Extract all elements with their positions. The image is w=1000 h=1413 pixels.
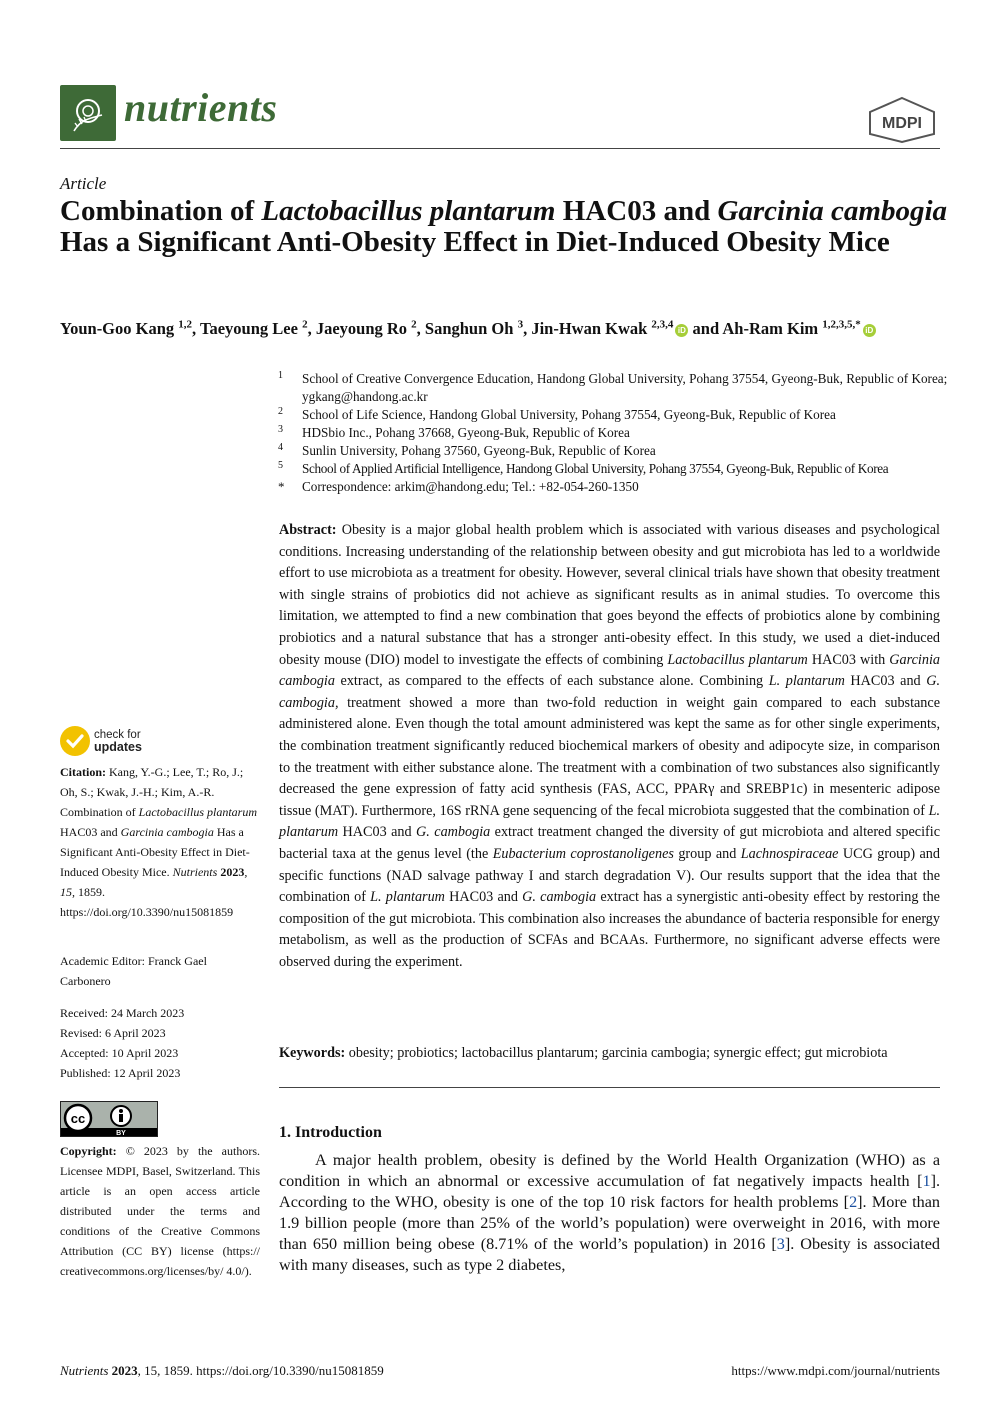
svg-text:cc: cc xyxy=(70,1111,86,1126)
author: Sanghun Oh $^3$, xyxy=(424,318,532,338)
journal-logo xyxy=(60,85,116,141)
footer-journal-link[interactable]: https://www.mdpi.com/journal/nutrients xyxy=(731,1363,940,1378)
author: Jin-Hwan Kwak $^{2,3,4}$ iD and xyxy=(531,318,723,338)
published-date: Published: 12 April 2023 xyxy=(60,1066,181,1080)
journal-name: nutrients xyxy=(124,85,278,130)
affiliation-item: 1 School of Creative Convergence Education, Handong Global University, Pohang 37554, Gyeong-Buk, Republic of Korea; ygkang@handong.ac.kr xyxy=(278,370,948,404)
author: Ah-Ram Kim $^{1,2,3,5,*}$ iD xyxy=(722,319,875,338)
publication-dates xyxy=(60,1003,260,1083)
affiliation-item: 2 School of Life Science, Handong Global University, Pohang 37554, Gyeong-Buk, Republic of Korea xyxy=(278,406,836,422)
orcid-icon[interactable]: iD xyxy=(863,324,876,337)
citation-link[interactable]: 2 xyxy=(849,1193,858,1211)
section-divider xyxy=(279,1087,940,1088)
correspondence: * Correspondence: arkim@handong.edu; Tel.: +82-054-260-1350 xyxy=(278,479,639,494)
author-list xyxy=(60,312,960,341)
mdpi-logo-text: MDPI xyxy=(882,115,922,132)
affiliation-item: 4 Sunlin University, Pohang 37560, Gyeong-Buk, Republic of Korea xyxy=(278,442,656,458)
footer-citation: Nutrients 2023, 15, 1859. https://doi.org/10.3390/nu15081859 xyxy=(60,1363,384,1378)
author: Youn-Goo Kang $^{1,2}$, xyxy=(60,318,200,338)
header-divider xyxy=(60,148,940,149)
citation-block: Citation: Kang, Y.-G.; Lee, T.; Ro, J.; Oh, S.; Kwak, J.-H.; Kim, A.-R. Combination of Lactobacillus plantarum HAC03 and Garcinia cambogia Has a Significant Anti-Obesity Effect in Diet-Induced Obesity Mice. Nutrients 2023, 15, 1859. https://doi.org/10.3390/nu15081859 xyxy=(60,765,258,919)
abstract-label: Abstract: xyxy=(279,522,337,538)
keywords-label: Keywords: xyxy=(279,1045,346,1061)
revised-date: Revised: 6 April 2023 xyxy=(60,1026,166,1040)
author: Jaeyoung Ro $^2$, xyxy=(315,318,425,338)
citation-link[interactable]: 3 xyxy=(776,1235,785,1253)
check-for-updates-button[interactable]: check for updates xyxy=(60,724,220,758)
accepted-date: Accepted: 10 April 2023 xyxy=(60,1046,179,1060)
checkmark-icon xyxy=(60,726,90,756)
received-date: Received: 24 March 2023 xyxy=(60,1006,185,1020)
mdpi-logo-icon xyxy=(866,96,938,144)
citation-link[interactable]: 1 xyxy=(922,1172,931,1190)
article-title: Combination of Lactobacillus plantarum HAC03 and Garcinia cambogia Has a Significant Anti-Obesity Effect in Diet-Induced Obesity Mice xyxy=(60,195,948,258)
article-type: Article xyxy=(60,174,107,193)
keywords: Keywords: obesity; probiotics; lactobacillus plantarum; garcinia cambogia; synergic effect; gut microbiota xyxy=(279,1045,888,1061)
author: Taeyoung Lee $^2$, xyxy=(199,318,316,338)
orcid-icon[interactable]: iD xyxy=(675,324,688,337)
academic-editor: Academic Editor: Franck Gael Carbonero xyxy=(60,954,207,988)
introduction-text: A major health problem, obesity is defined by the World Health Organization (WHO) as a condition in which an abnormal or excessive accumulation of fat negatively impacts health [1]. According to the WHO, obesity is one of the top 10 risk factors for health problems [2]. More than 1.9 billion people (more than 25% of the world’s population) were overweight in 2016, with more than 650 million being obese (8.71% of the world’s population) in 2016 [3]. Obesity is associated with many diseases, such as type 2 diabetes, xyxy=(279,1151,940,1274)
affiliations xyxy=(278,370,958,496)
affiliation-item: 3 HDSbio Inc., Pohang 37668, Gyeong-Buk, Republic of Korea xyxy=(278,424,630,440)
abstract: Abstract: Obesity is a major global health problem which is associated with various diseases and psychological conditions. Increasing understanding of the relationship between obesity and gut microbiota has led to a worldwide effort to use microbiota as a treatment for obesity. However, several clinical trials have shown that obesity treatment with single strains of probiotics did not achieve as significant results as in animal studies. To overcome this limitation, we attempted to find a new combination that goes beyond the effects of probiotics alone by combining probiotics and a natural substance that has a stronger anti-obesity effect. In this study, we used a diet-induced obesity mouse (DIO) model to investigate the effects of combining Lactobacillus plantarum HAC03 with Garcinia cambogia extract, as compared to the effects of each substance alone. Combining L. plantarum HAC03 and G. cambogia, treatment showed a more than two-fold reduction in weight gain compared to each substance administered alone. Even though the total amount administered was kept the same as for other single experiments, the combination treatment significantly reduced biochemical markers of obesity and adipocyte size, in comparison to the treatment with either substance alone. The treatment with a combination of two substances also significantly decreased the gene expression of fatty acid synthesis (FAS, ACC, PPARγ and SREBP1c) in mesenteric adipose tissue (MAT). Furthermore, 16S rRNA gene sequencing of the fecal microbiota suggested that the combination of L. plantarum HAC03 and G. cambogia extract treatment changed the diversity of gut microbiota and altered specific bacterial taxa at the genus level (the Eubacterium coprostanoligenes group and Lachnospiraceae UCG group) and specific functions (NAD salvage pathway I and starch degradation V). Our results support that the idea that the combination of L. plantarum HAC03 and G. cambogia extract has a synergistic anti-obesity effect by restoring the composition of the gut microbiota. This combination also increases the abundance of bacteria responsible for energy metabolism, as well as the production of SCFAs and BCAAs. Furthermore, no significant adverse effects were observed during the experiment. xyxy=(279,522,940,970)
leaf-logo-icon xyxy=(66,91,110,135)
cc-by-license-icon[interactable] xyxy=(60,1101,158,1137)
svg-text:BY: BY xyxy=(116,1130,126,1136)
copyright-notice: Copyright: © 2023 by the authors. Licensee MDPI, Basel, Switzerland. This article is an open access article distributed under the terms and conditions of the Creative Commons Attribution (CC BY) license (https:// creativecommons.org/licenses/by/ 4.0/). xyxy=(60,1144,260,1278)
affiliation-item: 5 School of Applied Artificial Intelligence, Handong Global University, Pohang 37554, Gyeong-Buk, Republic of Korea xyxy=(278,460,889,476)
section-heading: 1. Introduction xyxy=(279,1124,382,1141)
